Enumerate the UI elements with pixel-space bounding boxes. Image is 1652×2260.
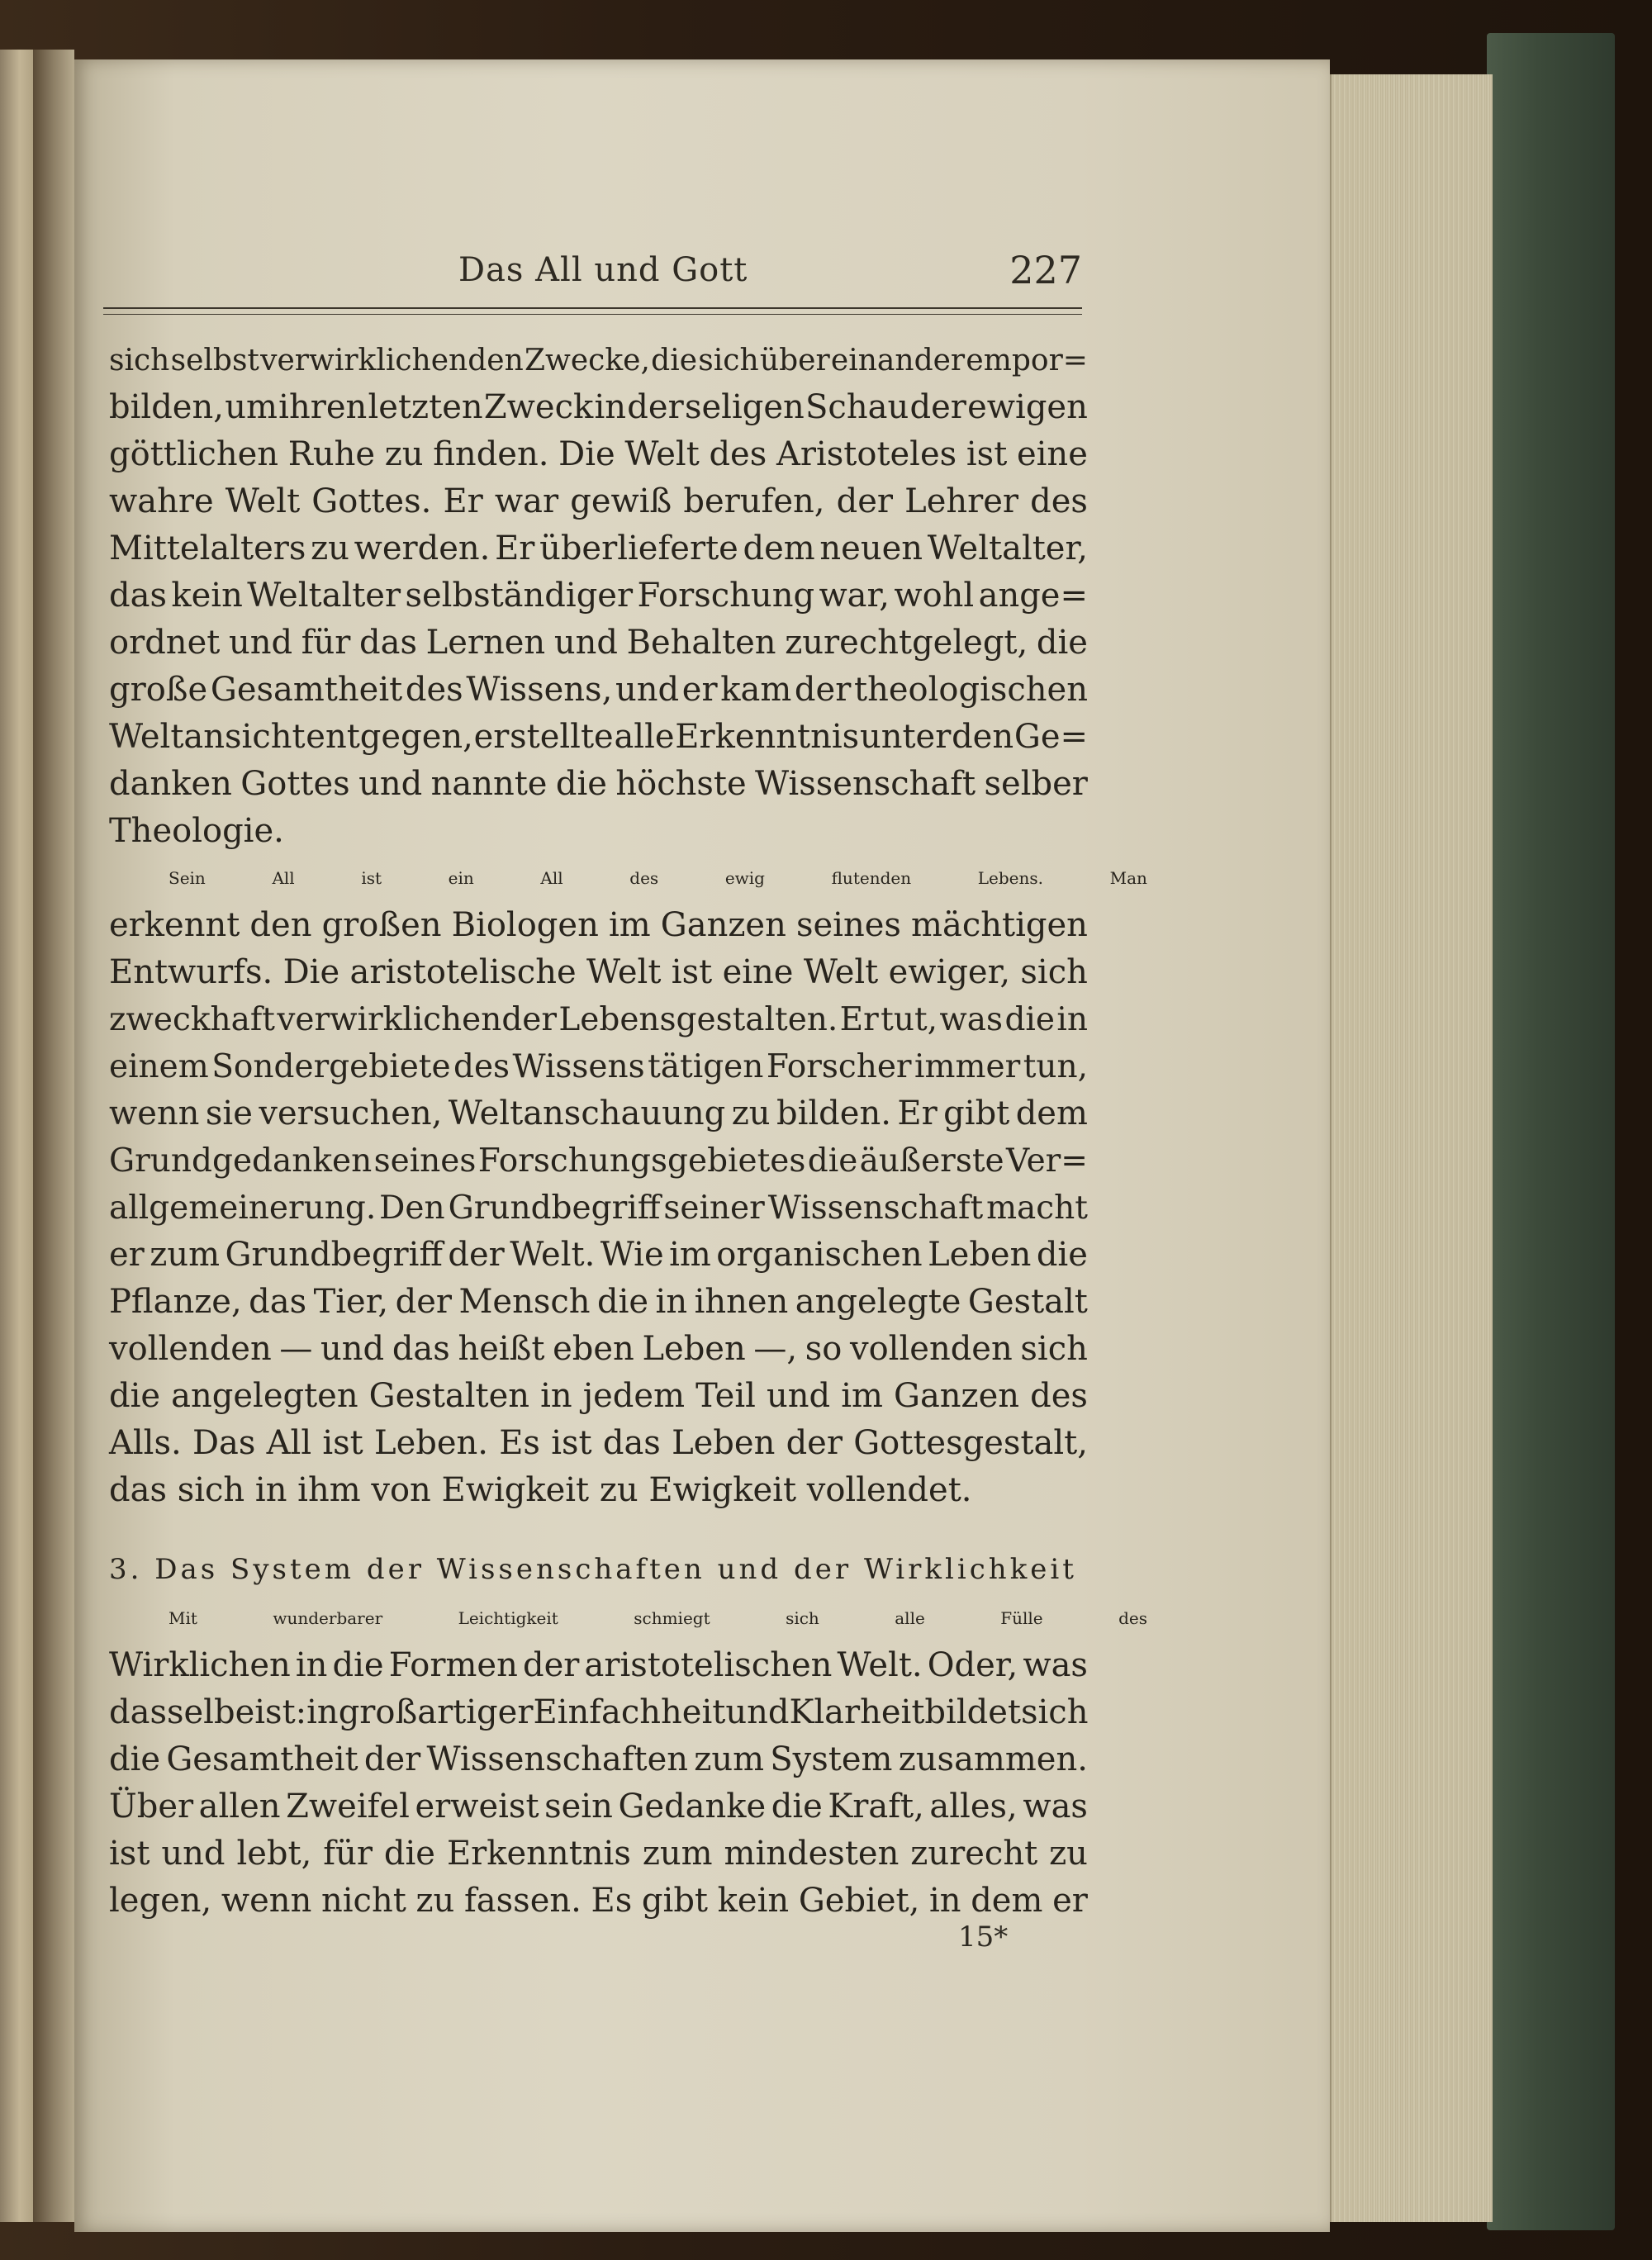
text-line: das kein Weltalter selbständiger Forschung war, wohl ange= [109,577,1088,615]
text-line: Wirklichen in die Formen der aristotelischen Welt. Oder, was [109,1646,1088,1684]
text-line: sich selbst verwirklichenden Zwecke, die sich über einander empor= [109,344,1088,377]
text-line: wenn sie versuchen, Weltanschauung zu bilden. Er gibt dem [109,1094,1088,1132]
signature-mark: 15* [958,1921,1009,1954]
text-line: Pflanze, das Tier, der Mensch die in ihnen angelegte Gestalt [109,1283,1088,1321]
text-line: Entwurfs. Die aristotelische Welt ist eine Welt ewiger, sich [109,953,1088,991]
text-line: ist und lebt, für die Erkenntnis zum mindesten zurecht zu [109,1835,1088,1873]
previous-page-edge [0,50,33,2222]
text-line: allgemeinerung. Den Grundbegriff seiner Wissenschaft macht [109,1189,1088,1227]
running-title: Das All und Gott [458,251,748,289]
book-gutter [33,50,74,2222]
paragraph-1 [109,337,1100,855]
text-line: Theologie. [109,812,284,850]
text-line: danken Gottes und nannte die höchste Wissenschaft selber [109,765,1088,803]
text-line: er zum Grundbegriff der Welt. Wie im organischen Leben die [109,1236,1088,1274]
text-line: dasselbe ist: in großartiger Einfachheit und Klarheit bildet sich [109,1693,1089,1731]
text-line: einem Sondergebiete des Wissens tätigen Forscher immer tun, [109,1048,1088,1085]
text-line: erkennt den großen Biologen im Ganzen seines mächtigen [109,906,1088,944]
book-cover-edge [1487,33,1615,2230]
text-line: große Gesamtheit des Wissens, und er kam der theologischen [109,671,1088,709]
text-line: wahre Welt Gottes. Er war gewiß berufen, der Lehrer des [109,482,1088,520]
text-line: Grundgedanken seines Forschungsgebietes die äußerste Ver= [109,1142,1088,1180]
paragraph-3 [109,1595,1147,1925]
text-line: ordnet und für das Lernen und Behalten zurechtgelegt, die [109,624,1088,662]
text-line: zweckhaft verwirklichender Lebensgestalten. Er tut, was die in [109,1001,1088,1038]
page-stack-edge [1330,74,1493,2222]
running-header [103,248,1082,306]
text-line: Weltansicht entgegen, er stellte alle Erkenntnis unter den Ge= [109,718,1088,756]
text-line: Mit wunderbarer Leichtigkeit schmiegt sich alle Fülle des [169,1608,1147,1628]
text-line: legen, wenn nicht zu fassen. Es gibt kein Gebiet, in dem er [109,1882,1088,1920]
body-text [109,337,1147,1925]
page-number: 227 [1009,248,1082,292]
text-line: Sein All ist ein All des ewig flutenden Lebens. Man [169,868,1147,888]
text-line: die Gesamtheit der Wissenschaften zum System zusammen. [109,1740,1088,1778]
text-line: Über allen Zweifel erweist sein Gedanke die Kraft, alles, was [109,1788,1088,1826]
text-line: die angelegten Gestalten in jedem Teil und im Ganzen des [109,1377,1088,1415]
section-heading: 3. Das System der Wissenschaften und der Wirklichkeit [109,1553,1077,1586]
text-line: Mittelalters zu werden. Er überlieferte dem neuen Weltalter, [109,529,1088,567]
text-line: vollenden — und das heißt eben Leben —, so vollenden sich [109,1330,1088,1368]
paragraph-2 [109,855,1147,1514]
text-line: Alls. Das All ist Leben. Es ist das Leben der Gottesgestalt, [109,1424,1088,1462]
text-line: göttlichen Ruhe zu finden. Die Welt des Aristoteles ist eine [109,435,1088,473]
text-line: bilden, um ihren letzten Zweck in der seligen Schau der ewigen [109,388,1088,426]
text-line: das sich in ihm von Ewigkeit zu Ewigkeit vollendet. [109,1471,972,1509]
header-rule [103,307,1082,315]
